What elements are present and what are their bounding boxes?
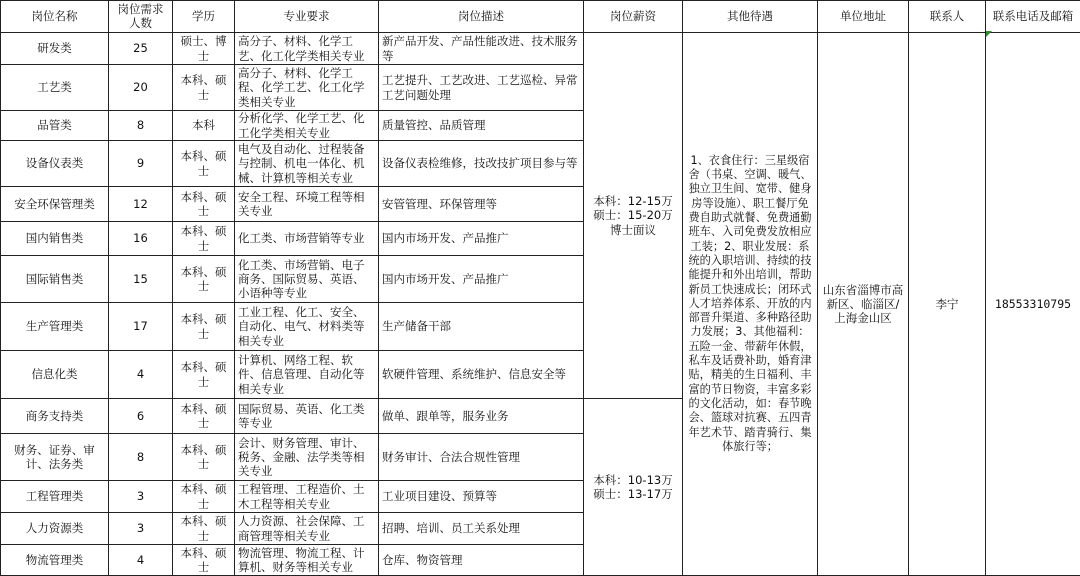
position-cell: 物流管理类 — [1, 545, 109, 576]
count-cell: 4 — [109, 351, 173, 399]
description-cell: 软硬件管理、系统维护、信息安全等 — [379, 351, 584, 399]
description-cell: 安管管理、环保管理等 — [379, 187, 584, 222]
major-cell: 工业工程、化工、安全、自动化、电气、材料类等相关专业 — [235, 303, 379, 351]
education-cell: 本科、硕士 — [173, 481, 235, 513]
count-cell: 9 — [109, 141, 173, 187]
education-cell: 本科、硕士 — [173, 303, 235, 351]
description-cell: 工艺提升、工艺改进、工艺巡检、异常工艺问题处理 — [379, 65, 584, 111]
position-cell: 商务支持类 — [1, 399, 109, 434]
education-cell: 本科、硕士 — [173, 399, 235, 434]
description-cell: 国内市场开发、产品推广 — [379, 222, 584, 256]
salary-cell: 本科：12-15万 硕士：15-20万 博士面议 — [584, 33, 683, 399]
description-cell: 招聘、培训、员工关系处理 — [379, 513, 584, 545]
description-cell: 财务审计、合法合规性管理 — [379, 434, 584, 481]
education-cell: 本科、硕士 — [173, 65, 235, 111]
major-cell: 化工类、市场营销、电子商务、国际贸易、英语、小语种等专业 — [235, 256, 379, 303]
header-benefits: 其他待遇 — [683, 1, 818, 33]
count-cell: 8 — [109, 111, 173, 141]
count-cell: 16 — [109, 222, 173, 256]
header-contact: 联系人 — [909, 1, 986, 33]
major-cell: 工程管理、工程造价、土木工程等相关专业 — [235, 481, 379, 513]
major-cell: 物流管理、物流工程、计算机、财务等相关专业 — [235, 545, 379, 576]
header-description: 岗位描述 — [379, 1, 584, 33]
education-cell: 本科、硕士 — [173, 222, 235, 256]
major-cell: 计算机、网络工程、软件、信息管理、自动化等相关专业 — [235, 351, 379, 399]
header-address: 单位地址 — [818, 1, 909, 33]
major-cell: 化工类、市场营销等专业 — [235, 222, 379, 256]
count-cell: 15 — [109, 256, 173, 303]
position-cell: 研发类 — [1, 33, 109, 65]
position-cell: 国际销售类 — [1, 256, 109, 303]
description-cell: 做单、跟单等，服务业务 — [379, 399, 584, 434]
description-cell: 生产储备干部 — [379, 303, 584, 351]
header-major: 专业要求 — [235, 1, 379, 33]
header-position: 岗位名称 — [1, 1, 109, 33]
count-cell: 8 — [109, 434, 173, 481]
salary-cell: 本科：10-13万 硕士：13-17万 — [584, 399, 683, 576]
position-cell: 国内销售类 — [1, 222, 109, 256]
position-cell: 工程管理类 — [1, 481, 109, 513]
header-salary: 岗位薪资 — [584, 1, 683, 33]
major-cell: 分析化学、化学工艺、化工化学类相关专业 — [235, 111, 379, 141]
address-cell: 山东省淄博市高新区、临淄区/上海金山区 — [818, 33, 909, 576]
count-cell: 20 — [109, 65, 173, 111]
header-count: 岗位需求人数 — [109, 1, 173, 33]
education-cell: 本科、硕士 — [173, 256, 235, 303]
header-education: 学历 — [173, 1, 235, 33]
education-cell: 本科、硕士 — [173, 513, 235, 545]
description-cell: 设备仪表检维修，技改技扩项目参与等 — [379, 141, 584, 187]
position-cell: 工艺类 — [1, 65, 109, 111]
position-cell: 人力资源类 — [1, 513, 109, 545]
comment-corner-mark — [986, 31, 992, 37]
count-cell: 25 — [109, 33, 173, 65]
education-cell: 本科、硕士 — [173, 351, 235, 399]
count-cell: 12 — [109, 187, 173, 222]
major-cell: 国际贸易、英语、化工类等专业 — [235, 399, 379, 434]
position-cell: 品管类 — [1, 111, 109, 141]
header-phone: 联系电话及邮箱 — [986, 1, 1080, 33]
description-cell: 质量管控、品质管理 — [379, 111, 584, 141]
major-cell: 高分子、材料、化学工程、化学工艺、化工化学类相关专业 — [235, 65, 379, 111]
table-row — [1, 33, 1080, 65]
count-cell: 3 — [109, 481, 173, 513]
major-cell: 安全工程、环境工程等相关专业 — [235, 187, 379, 222]
education-cell: 硕士、博士 — [173, 33, 235, 65]
contact-cell: 李宁 — [909, 33, 986, 576]
education-cell: 本科、硕士 — [173, 187, 235, 222]
education-cell: 本科、硕士 — [173, 545, 235, 576]
count-cell: 3 — [109, 513, 173, 545]
description-cell: 工业项目建设、预算等 — [379, 481, 584, 513]
major-cell: 人力资源、社会保障、工商管理等相关专业 — [235, 513, 379, 545]
count-cell: 6 — [109, 399, 173, 434]
description-cell: 仓库、物资管理 — [379, 545, 584, 576]
count-cell: 17 — [109, 303, 173, 351]
education-cell: 本科、硕士 — [173, 141, 235, 187]
position-cell: 财务、证券、审计、法务类 — [1, 434, 109, 481]
position-cell: 信息化类 — [1, 351, 109, 399]
count-cell: 4 — [109, 545, 173, 576]
position-cell: 安全环保管理类 — [1, 187, 109, 222]
header-row — [1, 1, 1080, 33]
education-cell: 本科、硕士 — [173, 434, 235, 481]
phone-cell: 18553310795 — [986, 33, 1080, 576]
major-cell: 电气及自动化、过程装备与控制、机电一体化、机械、计算机等相关专业 — [235, 141, 379, 187]
position-cell: 设备仪表类 — [1, 141, 109, 187]
position-cell: 生产管理类 — [1, 303, 109, 351]
description-cell: 国内市场开发、产品推广 — [379, 256, 584, 303]
major-cell: 会计、财务管理、审计、税务、金融、法学类等相关专业 — [235, 434, 379, 481]
description-cell: 新产品开发、产品性能改进、技术服务等 — [379, 33, 584, 65]
major-cell: 高分子、材料、化学工艺、化工化学类相关专业 — [235, 33, 379, 65]
benefits-cell: 1、衣食住行：三星级宿舍（书桌、空调、暖气、独立卫生间、宽带、健身房等设施）、职工餐厅免费自助式就餐、免费通勤班车、入司免费发放相应工装；2、职业发展：系统的入职培训、持续的技能提升和外出培训，帮助新员工快速成长；闭环式人才培养体系、开放的内部晋升渠道、多种路径助力发展；3、其他福利：五险一金、带薪年休假，私车及话费补助，婚育津贴，精美的生日福利、丰富的节日物资，丰富多彩的文化活动，如：春节晚会、篮球对抗赛、五四青年艺术节、踏青骑行、集体旅行等； — [683, 33, 818, 576]
education-cell: 本科 — [173, 111, 235, 141]
